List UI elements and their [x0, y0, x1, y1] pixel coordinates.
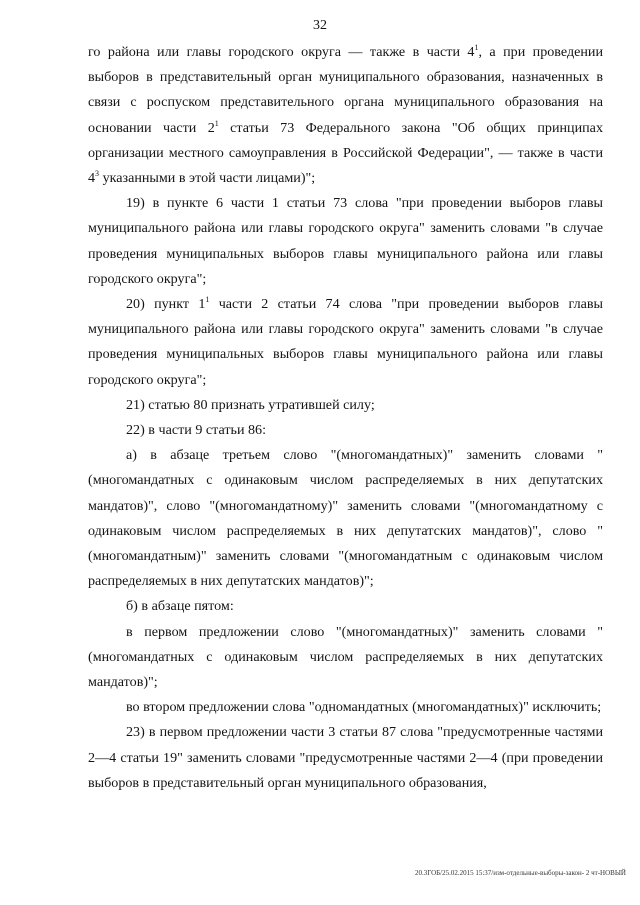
text-run: 21) статью 80 признать утратившей силу;: [126, 396, 375, 413]
paragraph: [88, 695, 603, 720]
paragraph: [88, 418, 603, 443]
paragraph: [88, 292, 603, 393]
paragraph: [88, 393, 603, 418]
text-run: статьи 73 Федерального закона "Об общих принципах организации местного самоуправления в Российской Федерации", — также в части 4: [88, 119, 603, 187]
text-run: 20) пункт 1: [126, 296, 206, 313]
text-run: во втором предложении слова "одномандатных (многомандатных)" исключить;: [126, 699, 602, 716]
text-run: 23) в первом предложении части 3 статьи 87 слова "предусмотренные частями 2—4 статьи 19" заменить словами "предусмотренные частями 2—4 (при проведении выборов в представительный орган муниципального образования,: [88, 724, 603, 791]
text-run: 19) в пункте 6 части 1 статьи 73 слова "при проведении выборов главы муниципального района или главы городского округа" заменить словами "в случае проведения муниципальных выборов главы муниципального района или главы городского округа";: [88, 195, 603, 287]
text-run: в первом предложении слово "(многомандатных)" заменить словами "(многомандатных с одинаковым числом распределяемых в них депутатских мандатов)";: [88, 623, 603, 691]
paragraph: [88, 594, 603, 619]
text-run: б) в абзаце пятом:: [126, 598, 234, 615]
paragraph: [88, 40, 603, 191]
text-run: указанными в этой части лицами)";: [99, 170, 316, 187]
superscript: 1: [214, 118, 219, 128]
text-run: части 2 статьи 74 слова "при проведении выборов главы муниципального района или главы городского округа" заменить словами "в случае проведения муниципальных выборов главы муниципального района или главы городского округа";: [88, 296, 603, 388]
text-run: 22) в части 9 статьи 86:: [126, 422, 267, 439]
superscript: 3: [95, 169, 100, 179]
page-number: 32: [313, 18, 327, 33]
superscript: 1: [474, 43, 479, 52]
text-run: а) в абзаце третьем слово "(многомандатных)" заменить словами "(многомандатных с одинаковым числом распределяемых в них депутатских мандатов)", слово "(многомандатному)" заменить словами "(многомандатному с одинаковым числом распределяемых в них депутатских мандатов)", слово "(многомандатным)" заменить словами "(многомандатным с одинаковым числом распределяемых в них депутатских мандатов)";: [88, 447, 603, 590]
document-body: [88, 40, 603, 796]
text-run: го района или главы городского округа — также в части 4: [88, 44, 475, 60]
footer-file-stamp: 20.3ГОБ/25.02.2015 15:37/изм-отдельные-выборы-закон- 2 чт-НОВЫЙ: [414, 869, 626, 877]
paragraph: [88, 443, 603, 594]
paragraph: [88, 191, 603, 292]
paragraph: [88, 620, 603, 696]
superscript: 1: [205, 295, 210, 305]
text-run: , а при проведении выборов в представительный орган муниципального образования, назначенных в связи с роспуском представительного органа муниципального образования на основании части 2: [88, 44, 603, 136]
paragraph: [88, 720, 603, 796]
